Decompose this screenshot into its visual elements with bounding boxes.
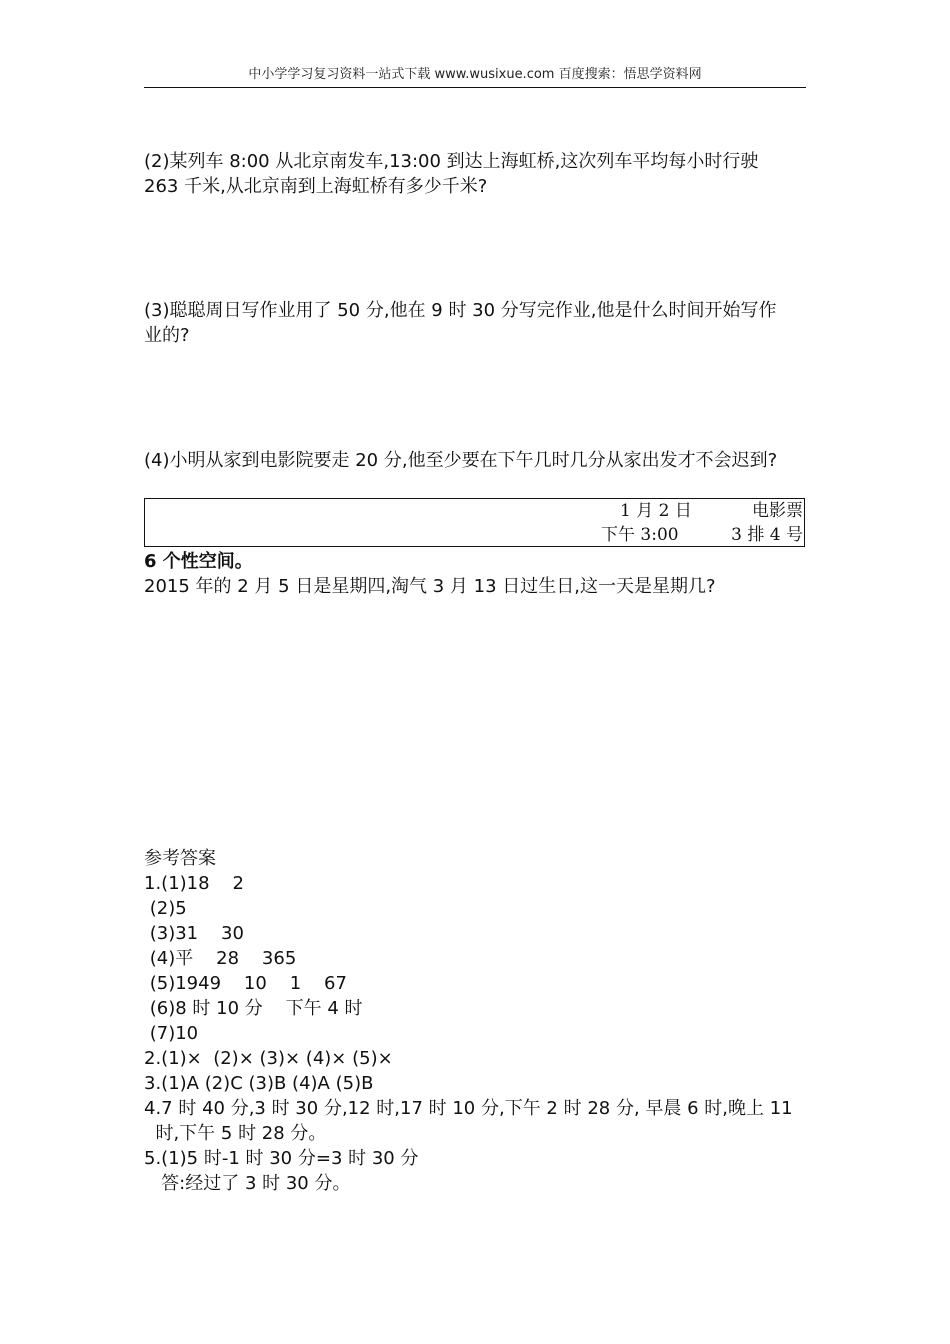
answer-line: 1.(1)18 2 — [144, 873, 244, 894]
movie-ticket — [144, 498, 805, 547]
question-3-line-2: 业的? — [144, 325, 190, 346]
ticket-time: 下午 3:00 — [601, 525, 679, 545]
answer-line: 2.(1)× (2)× (3)× (4)× (5)× — [144, 1048, 393, 1069]
section-6-heading: 6 个性空间。 — [144, 551, 253, 572]
question-3-line-1: (3)聪聪周日写作业用了 50 分,他在 9 时 30 分写完作业,他是什么时间开始写作 — [144, 300, 777, 321]
answer-line: (4)平 28 365 — [144, 948, 297, 969]
question-4: (4)小明从家到电影院要走 20 分,他至少要在下午几时几分从家出发才不会迟到? — [144, 450, 778, 471]
answer-line: (2)5 — [144, 898, 187, 919]
answer-line: (3)31 30 — [144, 923, 244, 944]
ticket-title: 电影票 — [752, 501, 803, 521]
ticket-seat: 3 排 4 号 — [731, 525, 803, 545]
answer-line: (6)8 时 10 分 下午 4 时 — [144, 998, 363, 1019]
question-2-line-2: 263 千米,从北京南到上海虹桥有多少千米? — [144, 176, 488, 197]
ticket-date: 1 月 2 日 — [620, 501, 692, 521]
answer-line: 3.(1)A (2)C (3)B (4)A (5)B — [144, 1073, 374, 1094]
answer-key — [144, 846, 808, 1196]
answer-line: 4.7 时 40 分,3 时 30 分,12 时,17 时 10 分,下午 2 时 28 分, 早晨 6 时,晚上 11 — [144, 1098, 793, 1119]
header-rule — [144, 87, 806, 88]
section-6-question: 2015 年的 2 月 5 日是星期四,淘气 3 月 13 日过生日,这一天是星期几? — [144, 576, 716, 597]
answer-line: (5)1949 10 1 67 — [144, 973, 347, 994]
question-2-line-1: (2)某列车 8:00 从北京南发车,13:00 到达上海虹桥,这次列车平均每小时行驶 — [144, 151, 759, 172]
page-header: 中小学学习复习资料一站式下载 www.wusixue.com 百度搜索：悟思学资料网 — [248, 67, 702, 82]
answer-line: 答:经过了 3 时 30 分。 — [144, 1173, 351, 1194]
answer-line: (7)10 — [144, 1023, 199, 1044]
answer-key-title: 参考答案 — [144, 848, 216, 869]
answer-line: 5.(1)5 时-1 时 30 分=3 时 30 分 — [144, 1148, 419, 1169]
answer-line: 时,下午 5 时 28 分。 — [144, 1123, 327, 1144]
